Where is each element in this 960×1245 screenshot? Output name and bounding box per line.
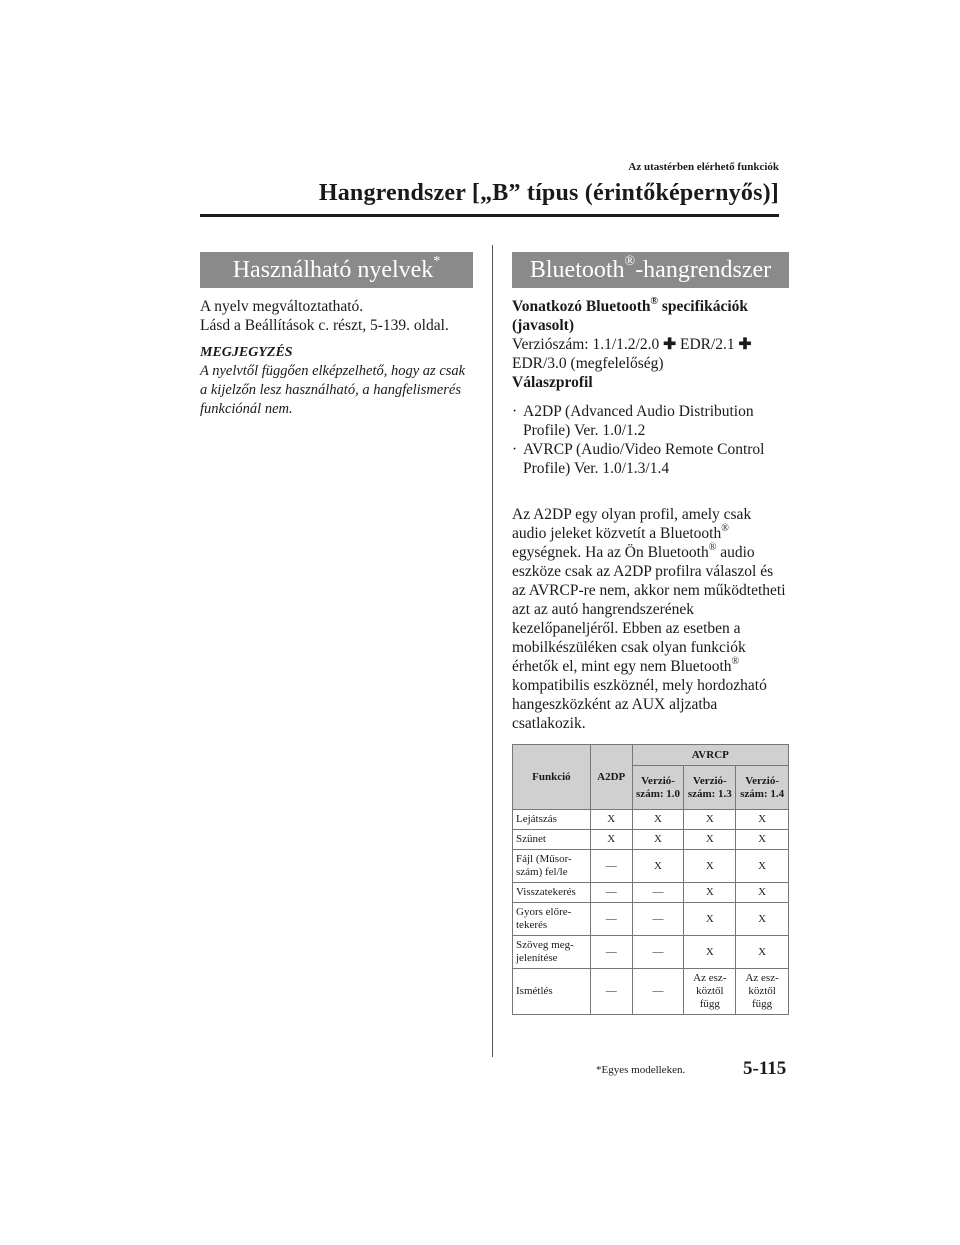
language-line-1: A nyelv megváltoztatható. [200, 298, 364, 315]
column-header-version-1-3: Verzió-szám: 1.3 [684, 766, 736, 810]
profile-heading: Válaszprofil [512, 374, 593, 391]
table-row [513, 830, 789, 850]
list-item [512, 402, 789, 440]
page-title: Hangrendszer [„B” típus (érintőképernyős)] [318, 180, 779, 206]
right-column [512, 252, 789, 733]
para-part: kompatibilis eszköznél, mely hordozható hangeszközként az AUX aljzatba csatlakozik. [512, 677, 767, 732]
cell-version-1-3: X [684, 903, 736, 936]
cell-function: Gyors előre-tekerés [513, 903, 591, 936]
note-label: MEGJEGYZÉS [200, 345, 293, 360]
language-line-2: Lásd a Beállítások c. részt, 5-139. oldal. [200, 317, 449, 334]
optional-marker: * [433, 254, 441, 269]
version-post: EDR/3.0 (megfelelőség) [512, 355, 664, 372]
cell-a2dp: — [590, 850, 632, 883]
table-body [513, 810, 789, 1015]
table-row [513, 810, 789, 830]
cell-version-1-3: X [684, 830, 736, 850]
column-divider [492, 245, 493, 1057]
para-part: audio eszköze csak az A2DP profilra válaszol és az AVRCP-re nem, akkor nem működtetheti azt az autó hangrendszerének kezelőpaneljéről. Ebben az esetben a mobilkészüléken csak olyan funkciók érhetők el, mint egy nem Bluetooth [512, 544, 786, 675]
cell-function: Szünet [513, 830, 591, 850]
cell-a2dp: — [590, 903, 632, 936]
table-row [513, 883, 789, 903]
cell-a2dp: — [590, 969, 632, 1015]
table-row [513, 936, 789, 969]
cell-a2dp: X [590, 810, 632, 830]
column-header-version-1-0: Verzió-szám: 1.0 [632, 766, 684, 810]
cell-version-1-0: — [632, 969, 684, 1015]
registered-mark: ® [624, 254, 636, 269]
cell-version-1-0: — [632, 903, 684, 936]
bluetooth-banner [512, 252, 789, 288]
plus-icon: ✚ [738, 336, 752, 353]
spec-heading [512, 297, 789, 335]
cell-function: Fájl (Műsor-szám) fel/le [513, 850, 591, 883]
cell-function: Szöveg meg-jelenítése [513, 936, 591, 969]
cell-version-1-3: X [684, 883, 736, 903]
cell-a2dp: X [590, 830, 632, 850]
bluetooth-banner-pre: Bluetooth [529, 257, 625, 283]
cell-function: Visszatekerés [513, 883, 591, 903]
cell-version-1-0: — [632, 883, 684, 903]
column-header-version-1-4: Verzió-szám: 1.4 [736, 766, 789, 810]
languages-banner-title: Használható nyelvek [232, 257, 434, 283]
footnote: *Egyes modelleken. [596, 1064, 686, 1076]
table-row [513, 969, 789, 1015]
column-header-a2dp: A2DP [590, 745, 632, 810]
note-body: A nyelvtől függően elképzelhető, hogy az csak a kijelzőn lesz használható, a hangfelismerés funkciónál nem. [200, 363, 466, 417]
profile-list [512, 402, 789, 478]
section-label: Az utastérben elérhető funkciók [628, 161, 779, 173]
column-header-avrcp: AVRCP [632, 745, 788, 766]
bullet-icon: · [512, 441, 518, 458]
cell-version-1-3: X [684, 810, 736, 830]
cell-function: Ismétlés [513, 969, 591, 1015]
registered-mark: ® [650, 296, 659, 307]
spec-heading-post: specifikációk (javasolt) [512, 298, 749, 334]
para-part: Az A2DP egy olyan profil, amely csak audio jeleket közvetít a Bluetooth [512, 506, 752, 542]
table-row [513, 850, 789, 883]
cell-version-1-4: X [736, 883, 789, 903]
list-item-text: A2DP (Advanced Audio Distribution Profile) Ver. 1.0/1.2 [523, 403, 754, 439]
column-header-function: Funkció [513, 745, 591, 810]
page-number: 5-115 [743, 1058, 787, 1079]
para-part: egységnek. Ha az Ön Bluetooth [512, 544, 709, 561]
cell-version-1-0: X [632, 850, 684, 883]
version-mid: EDR/2.1 [676, 336, 739, 353]
cell-a2dp: — [590, 936, 632, 969]
table-row [513, 903, 789, 936]
a2dp-paragraph [512, 505, 789, 733]
cell-version-1-4: X [736, 850, 789, 883]
cell-version-1-3: X [684, 850, 736, 883]
languages-banner [200, 252, 473, 288]
left-column [200, 252, 473, 419]
cell-version-1-4: Az esz-köztől függ [736, 969, 789, 1015]
registered-mark: ® [721, 523, 729, 534]
cell-version-1-4: X [736, 903, 789, 936]
cell-version-1-3: Az esz-köztől függ [684, 969, 736, 1015]
version-line [512, 335, 789, 373]
list-item-text: AVRCP (Audio/Video Remote Control Profile) Ver. 1.0/1.3/1.4 [523, 441, 765, 477]
bullet-icon: · [512, 403, 518, 420]
compatibility-table [512, 744, 789, 1015]
cell-version-1-0: X [632, 810, 684, 830]
registered-mark: ® [731, 656, 740, 667]
version-pre: Verziószám: 1.1/1.2/2.0 [512, 336, 664, 353]
list-item [512, 440, 789, 478]
header-rule [200, 214, 779, 217]
cell-function: Lejátszás [513, 810, 591, 830]
cell-version-1-4: X [736, 830, 789, 850]
cell-version-1-4: X [736, 936, 789, 969]
spec-heading-pre: Vonatkozó Bluetooth [512, 298, 651, 315]
cell-version-1-0: — [632, 936, 684, 969]
cell-version-1-4: X [736, 810, 789, 830]
bluetooth-banner-post: -hangrendszer [635, 257, 772, 283]
plus-icon: ✚ [663, 336, 677, 353]
cell-version-1-3: X [684, 936, 736, 969]
registered-mark: ® [708, 542, 717, 553]
cell-version-1-0: X [632, 830, 684, 850]
cell-a2dp: — [590, 883, 632, 903]
